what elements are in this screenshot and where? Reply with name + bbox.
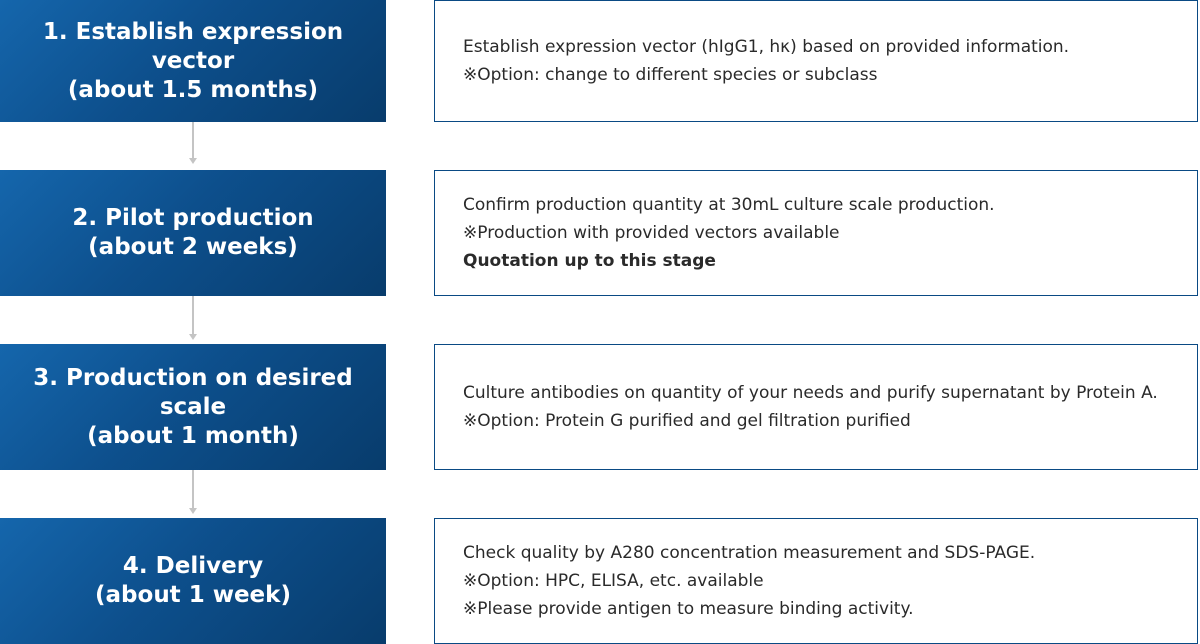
step-1-option-line: ※Option: change to different species or subclass — [463, 65, 878, 85]
step-4-description-box — [434, 518, 1198, 644]
step-4-title-box — [0, 518, 386, 644]
step-1-duration: (about 1.5 months) — [67, 76, 319, 103]
step-3-title-box — [0, 344, 386, 470]
step-4-antigen-note: ※Please provide antigen to measure binding activity. — [463, 599, 914, 619]
step-3-description-line: Culture antibodies on quantity of your needs and purify supernatant by Protein A. — [463, 383, 1158, 403]
step-2-title: 2. Pilot production — [72, 205, 314, 231]
step-2-description-line: Confirm production quantity at 30mL culture scale production. — [463, 195, 995, 215]
arrow-line — [192, 122, 194, 158]
flow-arrow-1-to-2 — [188, 122, 198, 164]
step-2-duration: (about 2 weeks) — [88, 234, 298, 260]
step-3-option-line: ※Option: Protein G purified and gel filtration purified — [463, 411, 911, 431]
step-4-option-line: ※Option: HPC, ELISA, etc. available — [463, 571, 764, 591]
step-3-duration: (about 1 month) — [87, 422, 299, 449]
step-1-title-box — [0, 0, 386, 122]
step-2-note-line: ※Production with provided vectors available — [463, 223, 840, 243]
arrow-down-icon — [189, 334, 197, 340]
step-1-title: 1. Establish expression vector — [42, 18, 344, 74]
step-2-title-box — [0, 170, 386, 296]
step-4-title: 4. Delivery — [122, 553, 264, 579]
step-4-duration: (about 1 week) — [95, 582, 291, 608]
step-2-quotation-note: Quotation up to this stage — [463, 251, 716, 271]
arrow-line — [192, 296, 194, 334]
flow-arrow-3-to-4 — [188, 470, 198, 514]
step-2-description-box — [434, 170, 1198, 296]
flow-arrow-2-to-3 — [188, 296, 198, 340]
step-1-description-line: Establish expression vector (hIgG1, hκ) based on provided information. — [463, 37, 1070, 57]
step-1-description-box — [434, 0, 1198, 122]
step-3-description-box — [434, 344, 1198, 470]
step-3-title: 3. Production on desired scale — [33, 364, 353, 420]
arrow-down-icon — [189, 158, 197, 164]
arrow-line — [192, 470, 194, 508]
step-4-description-line: Check quality by A280 concentration measurement and SDS-PAGE. — [463, 543, 1036, 563]
arrow-down-icon — [189, 508, 197, 514]
